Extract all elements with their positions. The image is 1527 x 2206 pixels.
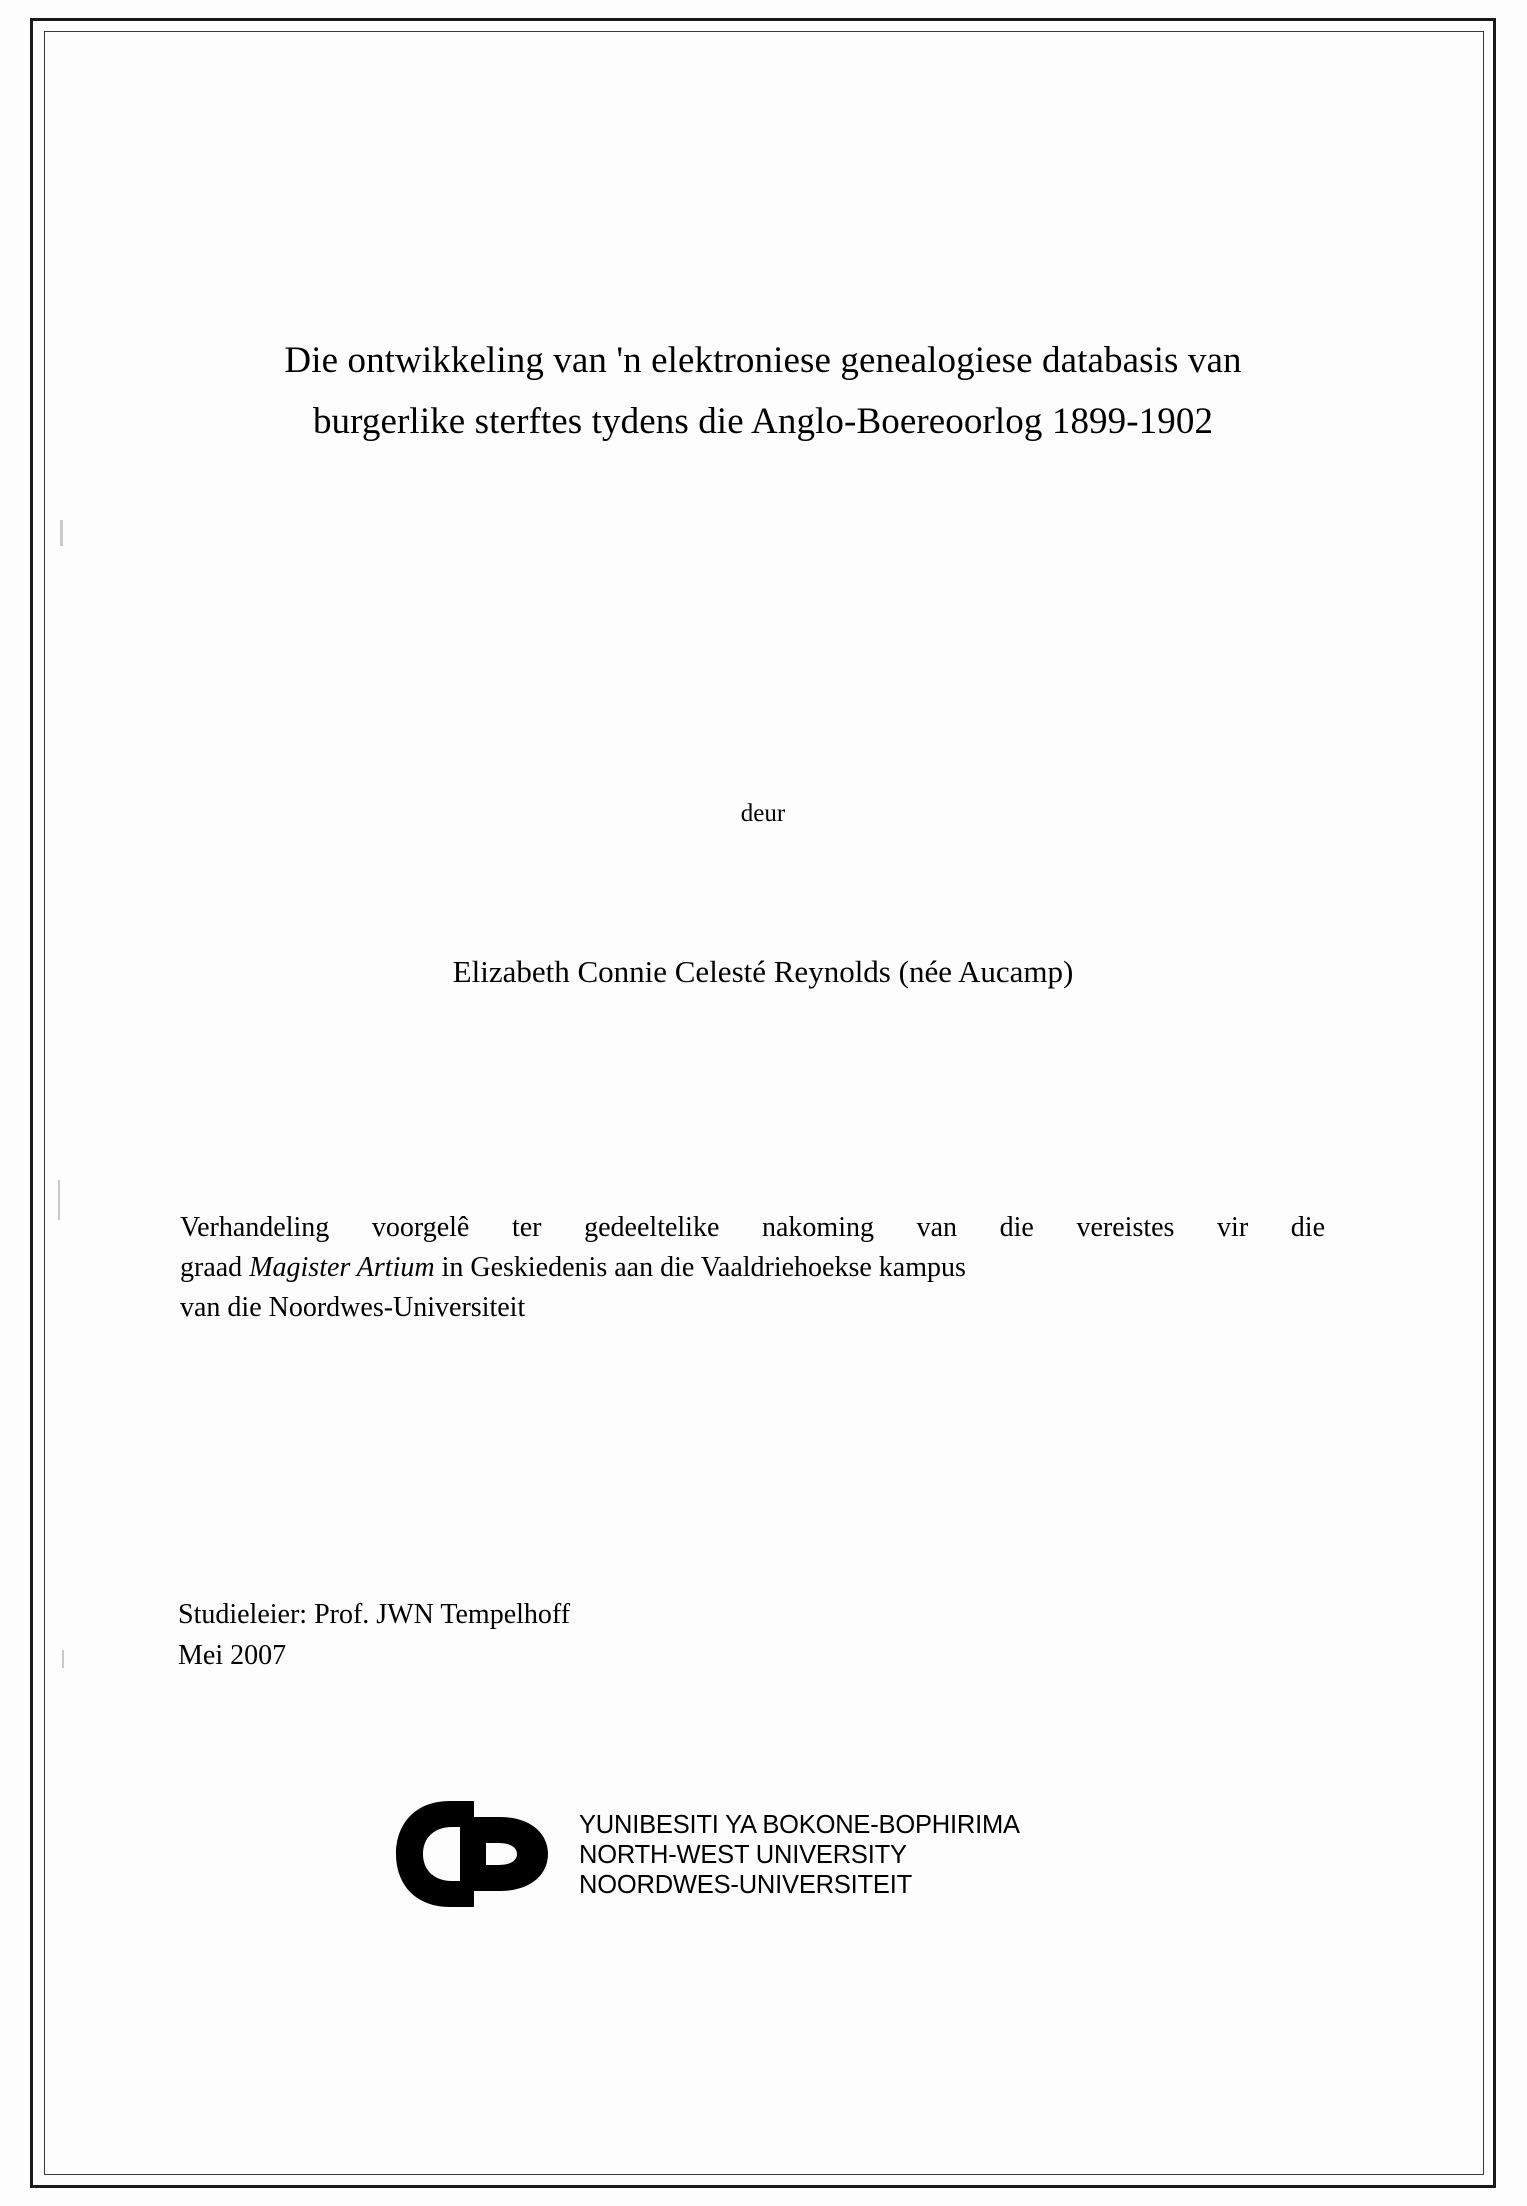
scan-speckle [58, 1180, 60, 1220]
university-logo [390, 1795, 1110, 1913]
scan-speckle [62, 1650, 64, 1668]
nwu-logo-icon [390, 1795, 575, 1913]
degree-statement-line-2-suffix: in Geskiedenis aan die Vaaldriehoekse kampus [434, 1251, 966, 1283]
date-line: Mei 2007 [178, 1639, 287, 1671]
supervisor-block [178, 1595, 1348, 1676]
degree-statement [180, 1208, 1325, 1327]
by-label: deur [740, 800, 786, 828]
degree-statement-line-2-prefix: graad [180, 1251, 250, 1283]
title-page-content [178, 330, 1348, 1677]
page-title [178, 330, 1348, 452]
scan-speckle [60, 520, 63, 546]
nwu-logo-text [579, 1808, 1020, 1900]
degree-statement-line-1: Verhandeling voorgelê ter gedeeltelike nakoming van die vereistes vir die [180, 1212, 1325, 1244]
author-name: Elizabeth Connie Celesté Reynolds (née Aucamp) [452, 954, 1074, 990]
degree-name-italic: Magister Artium [249, 1251, 435, 1283]
title-line-2: burgerlike sterftes tydens die Anglo-Boereoorlog 1899-1902 [312, 401, 1214, 443]
title-line-1: Die ontwikkeling van 'n elektroniese genealogiese databasis van [284, 340, 1242, 381]
logo-line-english: NORTH-WEST UNIVERSITY [579, 1840, 907, 1869]
degree-statement-line-3: van die Noordwes-Universiteit [180, 1291, 526, 1323]
degree-statement-line-2 [180, 1248, 1325, 1288]
supervisor-line: Studieleier: Prof. JWN Tempelhoff [178, 1599, 571, 1631]
logo-line-afrikaans: NOORDWES-UNIVERSITEIT [579, 1871, 912, 1900]
logo-line-tswana: YUNIBESITI YA BOKONE-BOPHIRIMA [579, 1810, 1020, 1839]
